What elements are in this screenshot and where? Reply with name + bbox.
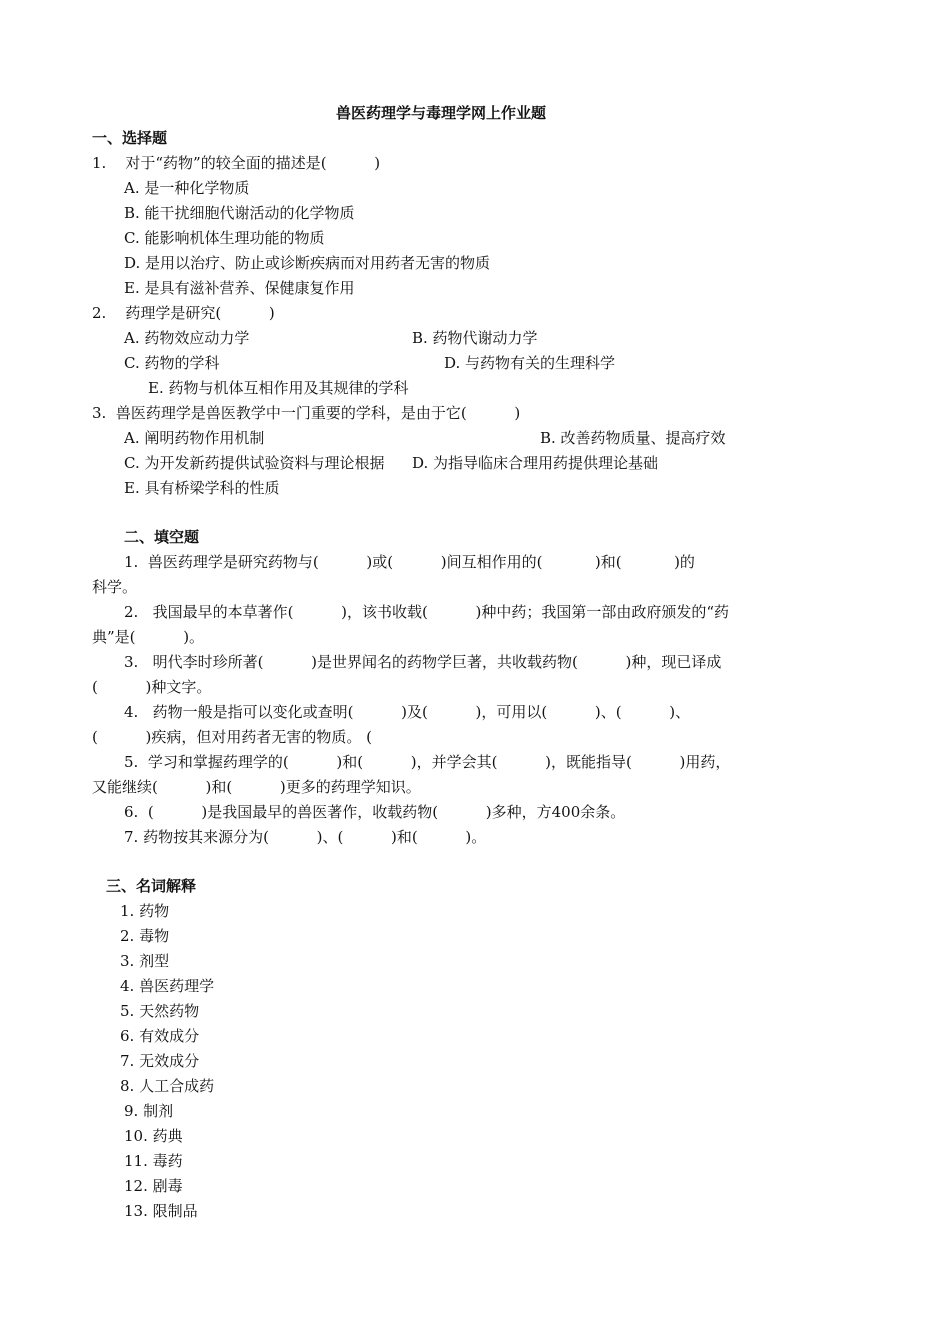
fill-2-cont: 典”是( )。 (92, 628, 205, 646)
term-item: 9. 制剂 (124, 1102, 174, 1120)
term-item: 8. 人工合成药 (120, 1077, 215, 1095)
term-item: 13. 限制品 (124, 1202, 198, 1220)
question-2-option-c: C. 药物的学科 (124, 354, 220, 372)
term-item: 6. 有效成分 (120, 1027, 200, 1045)
fill-1-cont: 科学。 (92, 578, 138, 596)
term-item: 7. 无效成分 (120, 1052, 200, 1070)
term-item: 1. 药物 (120, 902, 170, 920)
question-1-option-e: E. 是具有滋补营养、保健康复作用 (124, 279, 355, 297)
fill-4-line: 4. 药物一般是指可以变化或查明( )及( )，可用以( )、( )、 (124, 703, 691, 721)
question-2-option-a: A. 药物效应动力学 (124, 329, 250, 347)
section-terms-heading: 三、名词解释 (106, 877, 197, 895)
fill-6-line: 6. ( )是我国最早的兽医著作，收载药物( )多种，方400余条。 (124, 803, 626, 821)
fill-3-line: 3. 明代李时珍所著( )是世界闻名的药物学巨著，共收载药物( )种，现已译成 (124, 653, 722, 671)
fill-5-line: 5. 学习和掌握药理学的( )和( )，并学会其( )，既能指导( )用药， (124, 753, 731, 771)
page-title: 兽医药理学与毒理学网上作业题 (336, 104, 547, 122)
section-fill-heading: 二、填空题 (124, 528, 200, 546)
question-1-option-b: B. 能干扰细胞代谢活动的化学物质 (124, 204, 355, 222)
question-2-stem: 2. 药理学是研究( ) (92, 304, 275, 322)
term-item: 11. 毒药 (124, 1152, 183, 1170)
question-2-option-e: E. 药物与机体互相作用及其规律的学科 (148, 379, 409, 397)
question-1-option-c: C. 能影响机体生理功能的物质 (124, 229, 325, 247)
question-2-option-d: D. 与药物有关的生理科学 (444, 354, 616, 372)
term-item: 5. 天然药物 (120, 1002, 200, 1020)
term-item: 3. 剂型 (120, 952, 170, 970)
fill-2-line: 2. 我国最早的本草著作( )，该书收载( )种中药；我国第一部由政府颁发的“药 (124, 603, 730, 621)
question-3-option-d: D. 为指导临床合理用药提供理论基础 (412, 454, 659, 472)
section-choice-heading: 一、选择题 (92, 129, 168, 147)
question-3-stem: 3. 兽医药理学是兽医教学中一门重要的学科，是由于它( ) (92, 404, 521, 422)
fill-1-line: 1. 兽医药理学是研究药物与( )或( )间互相作用的( )和( )的 (124, 553, 695, 571)
question-3-option-b: B. 改善药物质量、提高疗效 (540, 429, 726, 447)
question-1-stem: 1. 对于“药物”的较全面的描述是( ) (92, 154, 381, 172)
question-1-option-a: A. 是一种化学物质 (124, 179, 250, 197)
fill-7-line: 7. 药物按其来源分为( )、( )和( )。 (124, 828, 487, 846)
term-item: 2. 毒物 (120, 927, 170, 945)
question-2-option-b: B. 药物代谢动力学 (412, 329, 538, 347)
question-1-option-d: D. 是用以治疗、防止或诊断疾病而对用药者无害的物质 (124, 254, 491, 272)
fill-3-cont: ( )种文字。 (92, 678, 212, 696)
question-3-option-e: E. 具有桥梁学科的性质 (124, 479, 280, 497)
term-item: 12. 剧毒 (124, 1177, 183, 1195)
term-item: 4. 兽医药理学 (120, 977, 215, 995)
term-item: 10. 药典 (124, 1127, 183, 1145)
fill-5-cont: 又能继续( )和( )更多的药理学知识。 (92, 778, 421, 796)
question-3-option-c: C. 为开发新药提供试验资料与理论根据 (124, 454, 385, 472)
fill-4-cont: ( )疾病，但对用药者无害的物质。 ( (92, 728, 373, 746)
question-3-option-a: A. 阐明药物作用机制 (124, 429, 265, 447)
